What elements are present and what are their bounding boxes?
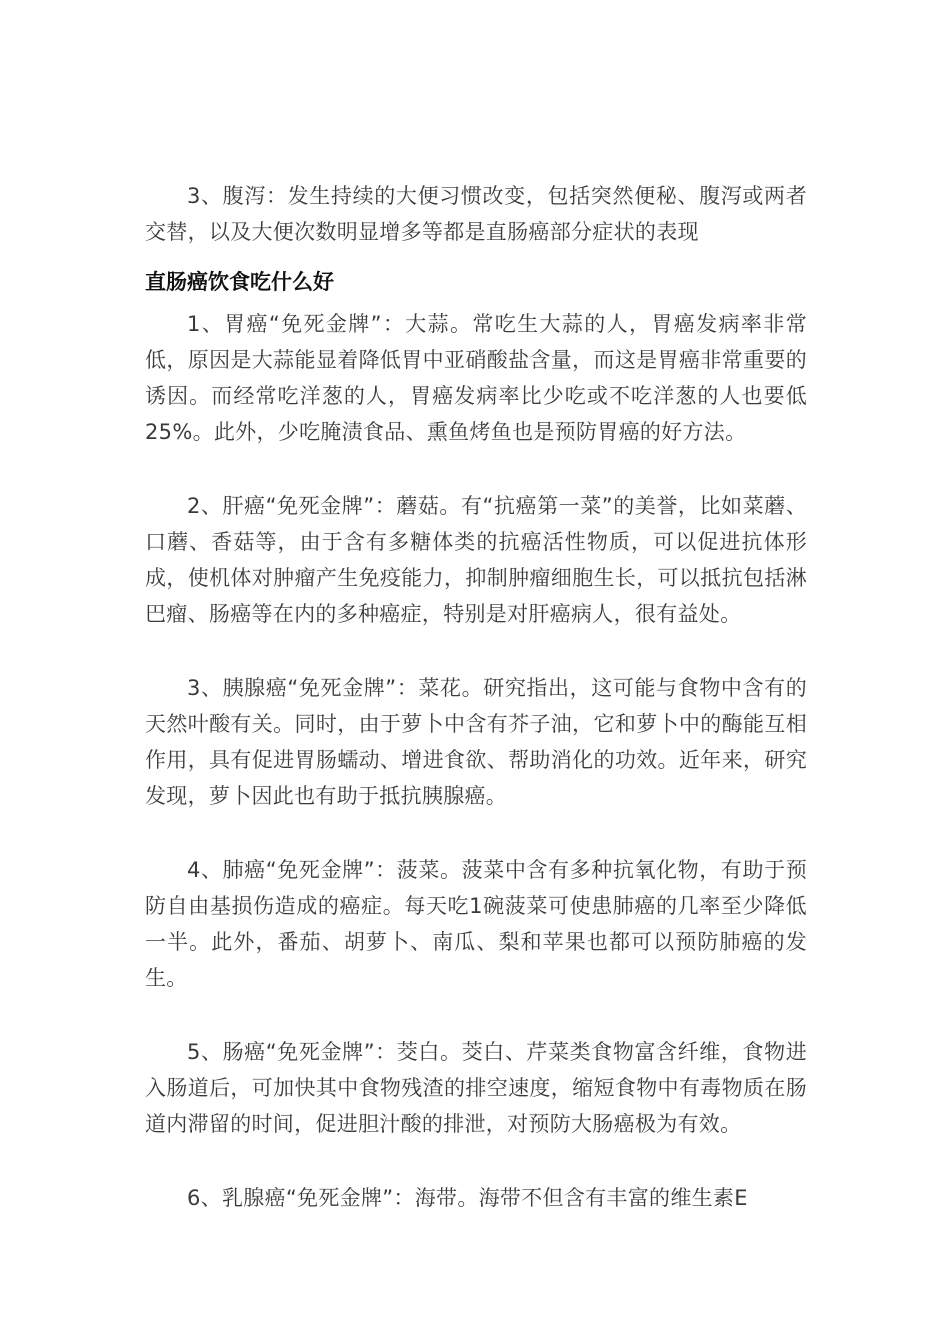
paragraph-water-bamboo: 5、肠癌“免死金牌”：茭白。茭白、芹菜类食物富含纤维，食物进入肠道后，可加快其中食物残渣的排空速度，缩短食物中有毒物质在肠道内滞留的时间，促进胆汁酸的排泄，对预防大肠癌极为有效。 [145,1040,807,1136]
paragraph-kelp: 6、乳腺癌“免死金牌”：海带。海带不但含有丰富的维生素E [187,1186,748,1210]
paragraph-garlic: 1、胃癌“免死金牌”：大蒜。常吃生大蒜的人，胃癌发病率非常低，原因是大蒜能显着降低胃中亚硝酸盐含量，而这是胃癌非常重要的诱因。而经常吃洋葱的人，胃癌发病率比少吃或不吃洋葱的人也要低25%。此外，少吃腌渍食品、熏鱼烤鱼也是预防胃癌的好方法。 [145,312,807,444]
paragraph-spinach: 4、肺癌“免死金牌”：菠菜。菠菜中含有多种抗氧化物，有助于预防自由基损伤造成的癌症。每天吃1碗菠菜可使患肺癌的几率至少降低一半。此外，番茄、胡萝卜、南瓜、梨和苹果也都可以预防肺癌的发生。 [145,858,807,990]
section-heading: 直肠癌饮食吃什么好 [145,270,334,294]
intro-paragraph: 3、腹泻：发生持续的大便习惯改变，包括突然便秘、腹泻或两者交替，以及大便次数明显增多等都是直肠癌部分症状的表现 [145,184,807,244]
paragraph-cauliflower: 3、胰腺癌“免死金牌”：菜花。研究指出，这可能与食物中含有的天然叶酸有关。同时，由于萝卜中含有芥子油，它和萝卜中的酶能互相作用，具有促进胃肠蠕动、增进食欲、帮助消化的功效。近年来，研究发现，萝卜因此也有助于抵抗胰腺癌。 [145,676,807,808]
paragraph-mushroom: 2、肝癌“免死金牌”：蘑菇。有“抗癌第一菜”的美誉，比如菜蘑、口蘑、香菇等，由于含有多糖体类的抗癌活性物质，可以促进抗体形成，使机体对肿瘤产生免疫能力，抑制肿瘤细胞生长，可以抵抗包括淋巴瘤、肠癌等在内的多种癌症，特别是对肝癌病人，很有益处。 [145,494,807,626]
document-body [145,178,807,1216]
